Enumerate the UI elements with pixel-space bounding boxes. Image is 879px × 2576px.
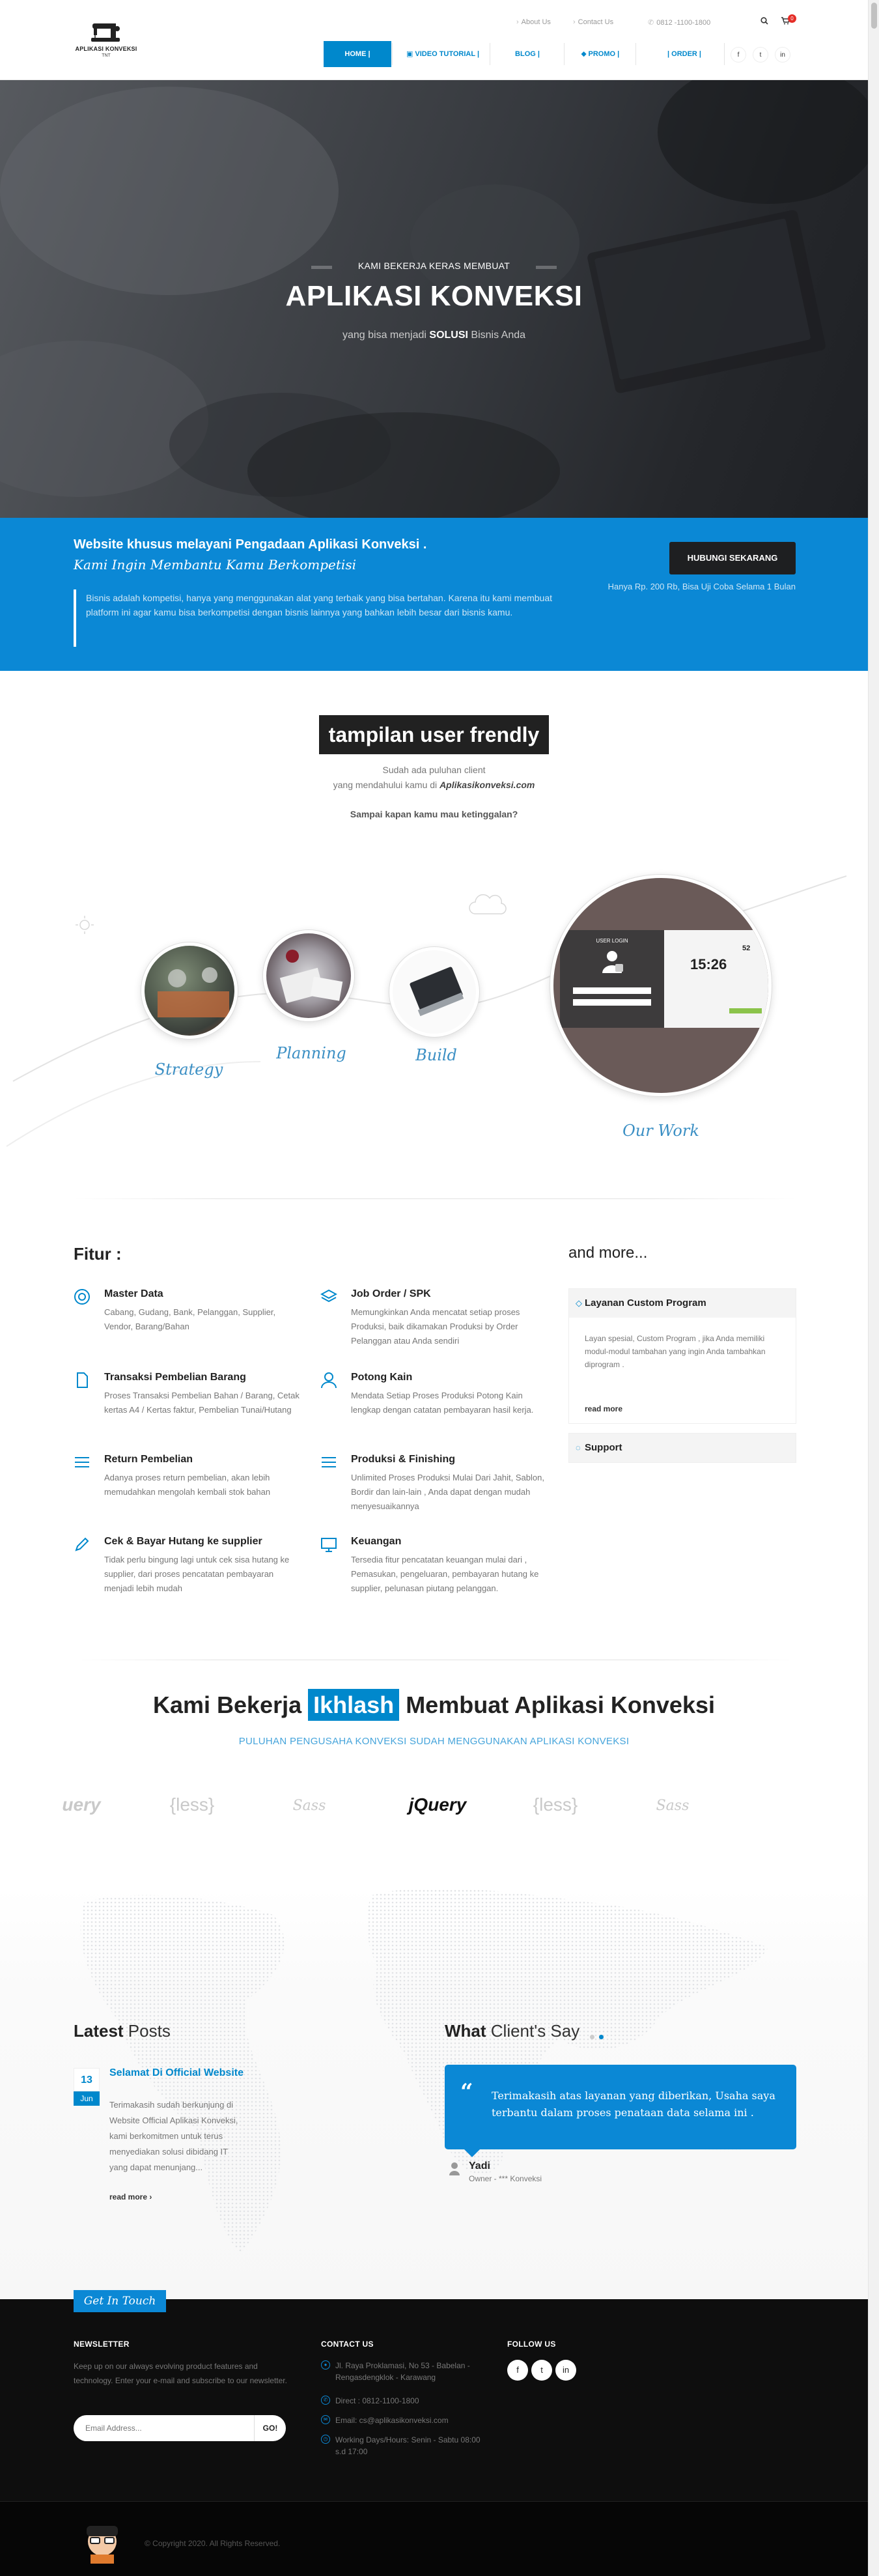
contact-title: CONTACT US	[321, 2340, 374, 2349]
scrollbar[interactable]	[868, 0, 879, 2576]
testimonial-pager[interactable]	[590, 2031, 608, 2043]
get-in-touch-tab[interactable]: Get In Touch	[74, 2290, 166, 2312]
features-title: Fitur :	[74, 1244, 122, 1264]
custom-program-panel	[568, 1288, 796, 1424]
life-ring-icon	[74, 1288, 91, 1305]
custom-program-toggle[interactable]: ◇ Layanan Custom Program	[569, 1289, 796, 1318]
post-excerpt: Terimakasih sudah berkunjung di Website Official Aplikasi Konveksi, kami berkomitmen untuk terus menyediakan solusi dibidang IT yang dapat menunjang...	[109, 2100, 238, 2172]
top-link-about[interactable]: › About Us	[516, 18, 551, 26]
brand-logo-less: {less}	[169, 1794, 215, 1815]
contact-address: ● Jl. Raya Proklamasi, No 53 - Babelan - Rengasdengklok - Karawang	[321, 2360, 490, 2383]
top-phone: ✆ 0812 -1100-1800	[648, 19, 711, 27]
order-icon: |	[667, 50, 672, 58]
list-icon	[74, 1454, 91, 1471]
newsletter-submit-button[interactable]: GO!	[254, 2415, 286, 2441]
cloud-icon	[469, 895, 506, 914]
nav-divider	[724, 43, 725, 65]
map-pin-icon: ●	[321, 2360, 330, 2370]
build-image	[389, 947, 479, 1037]
hero-title: APLIKASI KONVEKSI	[285, 280, 583, 312]
brand-logo-sass: Sass	[656, 1798, 690, 1814]
clients-say-title: What Client's Say	[445, 2021, 580, 2041]
document-icon	[74, 1372, 91, 1389]
user-icon	[320, 1372, 337, 1389]
hero-subtitle: yang bisa menjadi SOLUSI Bisnis Anda	[342, 330, 526, 341]
nav-divider	[392, 43, 393, 65]
nav-divider	[635, 43, 636, 65]
pager-dot[interactable]	[590, 2035, 594, 2039]
login-panel: USER LOGIN	[560, 930, 664, 1028]
sun-icon	[76, 916, 94, 934]
contact-now-button[interactable]: HUBUNGI SEKARANG	[669, 542, 796, 574]
planning-image	[263, 930, 354, 1021]
phone-icon: ✆	[321, 2396, 330, 2405]
newsletter-title: NEWSLETTER	[74, 2340, 130, 2349]
works-title: Kami Bekerja Ikhlash Membuat Aplikasi Konveksi	[0, 1691, 868, 1719]
dashboard-panel: 15:26 52	[664, 930, 772, 1028]
list-icon	[320, 1454, 337, 1471]
linkedin-icon[interactable]: in	[775, 47, 790, 63]
hero-pretitle: KAMI BEKERJA KERAS MEMBUAT	[357, 261, 510, 271]
section-divider	[74, 1198, 796, 1199]
nav-order[interactable]: | ORDER |	[667, 50, 701, 58]
cta-quote-bar	[74, 589, 76, 647]
cta-tagline: Kami Ingin Membantu Kamu Berkompetisi	[74, 557, 356, 573]
search-icon[interactable]	[758, 16, 771, 29]
twitter-icon[interactable]: t	[531, 2360, 552, 2381]
contact-email[interactable]: ✉ Email: cs@aplikasikonveksi.com	[321, 2414, 490, 2426]
nav-home[interactable]: HOME |	[324, 41, 391, 67]
newsletter-text: Keep up on our always evolving product features and technology. Enter your e-mail and subscribe to our newsletter.	[74, 2362, 287, 2385]
support-panel	[568, 1433, 796, 1463]
post-title-link[interactable]: Selamat Di Official Website	[109, 2067, 244, 2078]
page: APLIKASI KONVEKSI TNT › About Us › Contact Us ✆ 0812 -1100-1800 0 HOME | ▣ VIDEO TUTORIAL | BLOG | ⬥ PROMO | | ORDER | f t in KAMI BEKERJA KERAS MEMBUAT APLIKASI KONVEKSI yang bisa menjadi SOLUSI Bisnis Anda Website khusus melayani Pengadaan Aplikasi Konveksi . Kami Ingin Membantu Kamu Berkompetisi Bisnis adalah kompetisi, hanya yang menggunakan alat yang terbaik yang bisa bertahan. Karena itu kami membuat platform ini agar kamu bisa berkompetisi dengan bisnis lainnya yang bahkan lebih besar dari bisnis kamu. HUBUNGI SEKARANG Hanya Rp. 200 Rb, Bisa Uji Coba Selama 1 Bulan tampilan user frendly Sudah ada puluhan client yang mendahului kamu di Aplikasikonveksi.com Sampai kapan kamu mau ketinggalan? Strategy Planning Build USER LOGIN 15:26 52 Our Work Fitur : Master Data Cabang, Gudang, Bank, Pelanggan, Supplier, Vendor, Barang/Bahan Job Order / SPK Memungkinkan Anda mencatat setiap proses Produksi, baik dikamakan Produksi by Order Pelanggan atau Anda sendiri Transaksi Pembelian Barang Proses Transaksi Pembelian Bahan / Barang, Cetak kertas A4 / Kertas faktur, Pembelian Tunai/Hutang Potong Kain Mendata Setiap Proses Produksi Potong Kain lengkap dengan catatan pembayaran hasil kerja. Return Pembelian Adanya proses return pembelian, akan lebih memudahkan mengolah kembali stok bahan Produksi & Finishing Unlimited Proses Produksi Mulai Dari Jahit, Sablon, Bordir dan lain-lain , Anda dapat dengan mudah menyesuaikannya Cek & Bayar Hutang ke supplier Tidak perlu bingung lagi untuk cek sisa hutang ke supplier, dari proses pencatatan pembayaran menjadi lebih mudah Keuangan Tersedia fitur pencatatan keuangan mulai dari , Pemasukan, pengeluaran, pembayaran hutang ke supplier, pelunasan piutang pelanggan. and more... ◇ Layanan Custom Program Layan spesial, Custom Program , jika Anda memiliki modul-modul tambahan yang ingin Anda tambahkan diprogram . read more ◌ Support Kami Bekerja Ikhlash Membuat Aplikasi Konveksi PULUHAN PENGUSAHA KONVEKSI SUDAH MENGGUNAKAN APLIKASI KONVEKSI uery {less} Sass jQuery {less} Sass Latest Posts 13 Jun Selamat Di Official Website Terimakasih sudah berkunjung di Website Official Aplikasi Konveksi, kami berkomitmen untuk terus menyediakan solusi dibidang IT yang dapat menunjang... read more › What Client's Say “ Terimakasih atas layanan yang diberikan, Usaha saya terbantu dalam proses penataan data selama ini . Yadi Owner - *** Konveksi Get In Touch NEWSLETTER Keep up on our always evolving product features and technology. Enter your e-mail and subscribe to our newsletter. Email Address... GO! CONTACT US ● Jl. Raya Proklamasi, No 53 - Babelan - Rengasdengklok - Karawang ✆ Direct : 0812-1100-1800 ✉ Email: cs@aplikasikonveksi.com ◷ Working Days/Hours: Senin - Sabtu 08:00 s.d 17:00 FOLLOW US f t in © Copyright 2020. All Rights Reserved.	[0, 0, 868, 2576]
linkedin-icon[interactable]: in	[555, 2360, 576, 2381]
strategy-image	[141, 942, 238, 1039]
step-planning: Planning	[276, 1044, 346, 1062]
scrollbar-thumb[interactable]	[871, 3, 877, 29]
step-our-work: Our Work	[622, 1122, 699, 1140]
user-friendly-line2: yang mendahului kamu di Aplikasikonveksi.com	[333, 780, 535, 790]
chat-icon: ◌	[576, 1443, 581, 1452]
testimonial-quote: “ Terimakasih atas layanan yang diberikan, Usaha saya terbantu dalam proses penataan data selama ini .	[445, 2065, 796, 2149]
pager-dot-active[interactable]	[599, 2035, 604, 2039]
facebook-icon[interactable]: f	[507, 2360, 528, 2381]
video-icon: ▣	[406, 50, 415, 58]
copyright-text: © Copyright 2020. All Rights Reserved.	[145, 2539, 281, 2548]
quote-tail	[464, 2149, 480, 2157]
tag-icon: ⬥	[581, 50, 589, 58]
user-friendly-question: Sampai kapan kamu mau ketinggalan?	[350, 809, 518, 819]
latest-posts-title: Latest Posts	[74, 2021, 171, 2041]
nav-video-tutorial[interactable]: ▣ VIDEO TUTORIAL |	[406, 50, 480, 58]
clock-icon: ◷	[321, 2435, 330, 2444]
quote-icon: “	[460, 2079, 473, 2105]
custom-program-read-more[interactable]: read more	[585, 1404, 623, 1413]
twitter-icon[interactable]: t	[753, 47, 768, 63]
site-logo[interactable]	[74, 20, 139, 65]
user-friendly-line1: Sudah ada puluhan client	[382, 765, 486, 775]
facebook-icon[interactable]: f	[731, 47, 746, 63]
nav-divider	[564, 43, 565, 65]
step-strategy: Strategy	[154, 1060, 223, 1079]
brand-logo-less: {less}	[533, 1794, 578, 1815]
cta-body: Bisnis adalah kompetisi, hanya yang menggunakan alat yang terbaik yang bisa bertahan. Karena itu kami membuat platform ini agar kamu bisa berkompetisi dengan bisnis lainnya yang bahkan lebih besar dari bisnis kamu.	[86, 593, 552, 617]
post-read-more[interactable]: read more ›	[109, 2192, 152, 2201]
our-work-image	[550, 875, 772, 1096]
footer-logo-mascot	[81, 2522, 123, 2565]
cart-count-badge: 0	[788, 14, 796, 23]
support-toggle[interactable]: ◌ Support	[569, 1434, 796, 1462]
monitor-icon	[320, 1536, 337, 1553]
hero-banner	[0, 80, 868, 518]
testimonial-role: Owner - *** Konveksi	[469, 2174, 542, 2183]
custom-program-body: Layan spesial, Custom Program , jika Anda memiliki modul-modul tambahan yang ingin Anda tambahkan diprogram . read more	[569, 1318, 796, 1423]
testimonial-author: Yadi	[469, 2160, 490, 2172]
contact-hours: ◷ Working Days/Hours: Senin - Sabtu 08:00 s.d 17:00	[321, 2434, 490, 2457]
cta-heading: Website khusus melayani Pengadaan Aplikasi Konveksi .	[74, 537, 427, 552]
and-more-title: and more...	[568, 1244, 648, 1262]
sewing-machine-icon	[90, 20, 122, 44]
phone-icon: ✆	[648, 19, 654, 27]
layers-icon	[320, 1288, 337, 1305]
brand-logo-jquery-partial: uery	[62, 1794, 101, 1815]
nav-promo[interactable]: ⬥ PROMO |	[581, 50, 620, 58]
copyright-bar	[0, 2501, 868, 2576]
nav-blog[interactable]: BLOG |	[515, 50, 540, 58]
cta-section	[0, 518, 868, 671]
pencil-icon	[74, 1536, 91, 1553]
post-date: 13 Jun	[74, 2068, 100, 2106]
chevron-right-icon: ›	[516, 18, 519, 26]
avatar	[448, 2161, 461, 2177]
contact-phone: ✆ Direct : 0812-1100-1800	[321, 2395, 490, 2407]
cta-price-note: Hanya Rp. 200 Rb, Bisa Uji Coba Selama 1 Bulan	[607, 582, 796, 591]
diamond-icon: ◇	[576, 1298, 582, 1308]
step-build: Build	[415, 1046, 457, 1064]
site-header	[0, 0, 868, 80]
works-subtitle: PULUHAN PENGUSAHA KONVEKSI SUDAH MENGGUNAKAN APLIKASI KONVEKSI	[238, 1736, 630, 1747]
user-friendly-title: tampilan user frendly	[319, 715, 549, 754]
brand-logo-jquery: jQuery	[408, 1794, 467, 1815]
mail-icon: ✉	[321, 2415, 330, 2424]
logo-text: APLIKASI KONVEKSI	[75, 46, 137, 52]
follow-us-title: FOLLOW US	[507, 2340, 556, 2349]
logo-subtext: TNT	[102, 53, 111, 58]
chevron-right-icon: ›	[573, 18, 576, 26]
top-link-contact[interactable]: › Contact Us	[573, 18, 614, 26]
brand-logo-sass: Sass	[292, 1798, 326, 1814]
